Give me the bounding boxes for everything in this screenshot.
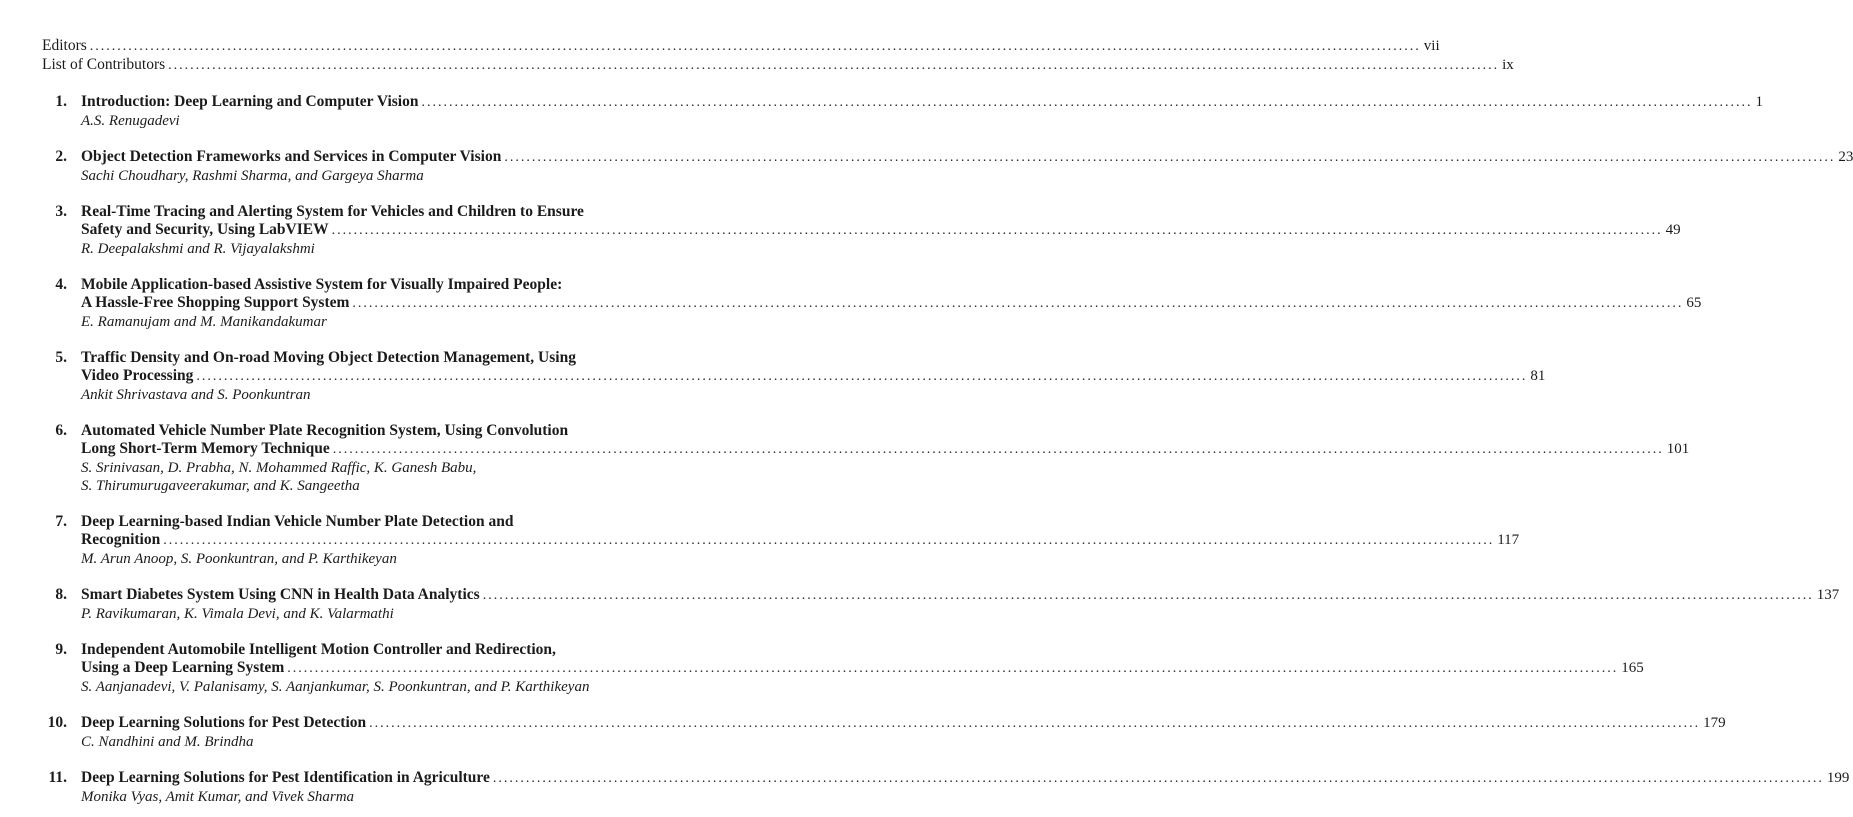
chapter-content <box>81 641 1644 696</box>
chapter-authors: M. Arun Anoop, S. Poonkuntran, and P. Karthikeyan <box>81 551 397 567</box>
dot-leader <box>287 660 1618 678</box>
dot-leader <box>163 532 1494 550</box>
chapter-authors: Monika Vyas, Amit Kumar, and Vivek Sharma <box>81 789 355 805</box>
dot-leader <box>483 587 1814 605</box>
chapter-number: 3. <box>55 203 67 220</box>
chapter-number: 6. <box>55 422 67 439</box>
page-number: 137 <box>1816 587 1840 603</box>
chapter-title-line <box>81 513 1519 531</box>
front-matter-section <box>42 37 1514 75</box>
chapter-title: A Hassle-Free Shopping Support System <box>81 294 350 311</box>
chapter-title-line <box>81 93 1763 112</box>
chapter-title: Traffic Density and On-road Moving Object Detection Management, Using <box>81 349 576 366</box>
page-number: 49 <box>1665 222 1681 238</box>
chapter-content <box>81 276 1701 331</box>
chapter-content <box>81 148 1853 185</box>
chapter-content <box>81 349 1545 404</box>
chapter-authors: A.S. Renugadevi <box>81 113 180 129</box>
toc-chapter-entry <box>42 276 1702 331</box>
chapter-number: 8. <box>55 586 67 603</box>
page-number: 23 <box>1838 149 1853 165</box>
chapter-title: Automated Vehicle Number Plate Recognition System, Using Convolution <box>81 422 569 439</box>
chapter-authors: P. Ravikumaran, K. Vimala Devi, and K. Valarmathi <box>81 606 394 622</box>
chapter-title-line <box>81 349 1545 367</box>
chapter-title: Independent Automobile Intelligent Motion Controller and Redirection, <box>81 641 556 658</box>
chapter-authors: C. Nandhini and M. Brindha <box>81 734 254 750</box>
chapter-content <box>81 769 1849 806</box>
chapter-title: Mobile Application-based Assistive System for Visually Impaired People: <box>81 276 563 293</box>
chapter-authors: Sachi Choudhary, Rashmi Sharma, and Gargeya Sharma <box>81 168 424 184</box>
chapter-title-line <box>81 276 1701 294</box>
toc-chapter-entry <box>42 641 1644 696</box>
dot-leader <box>196 368 1527 386</box>
chapter-title: Object Detection Frameworks and Services in Computer Vision <box>81 148 502 165</box>
chapter-number: 10. <box>47 714 67 731</box>
chapter-title-line <box>81 659 1644 678</box>
front-matter-label: Editors <box>42 37 87 54</box>
chapter-number: 2. <box>55 148 67 165</box>
chapter-title-line <box>81 641 1644 659</box>
chapter-title-line <box>81 440 1689 459</box>
toc-chapter-entry <box>42 586 1840 623</box>
chapter-title: Video Processing <box>81 367 194 384</box>
chapter-title-line <box>81 769 1849 788</box>
chapter-content <box>81 714 1726 751</box>
dot-leader <box>421 94 1752 112</box>
dot-leader <box>352 295 1683 313</box>
chapter-authors: R. Deepalakshmi and R. Vijayalakshmi <box>81 241 315 257</box>
toc-chapter-entry <box>42 714 1726 751</box>
chapter-title: Deep Learning Solutions for Pest Identification in Agriculture <box>81 769 490 786</box>
toc-chapter-entry <box>42 93 1763 130</box>
chapter-title-line <box>81 203 1681 221</box>
dot-leader <box>168 57 1499 75</box>
chapter-authors: S. Thirumurugaveerakumar, and K. Sangeetha <box>81 478 360 494</box>
chapter-title-line <box>81 148 1853 167</box>
chapter-title-line <box>81 531 1519 550</box>
chapter-number: 7. <box>55 513 67 530</box>
chapter-number: 11. <box>48 769 67 786</box>
chapter-number: 5. <box>55 349 67 366</box>
page-number: vii <box>1423 38 1440 54</box>
front-matter-entry <box>42 56 1514 75</box>
chapter-title: Using a Deep Learning System <box>81 659 285 676</box>
chapter-content <box>81 513 1519 568</box>
toc-chapter-entry <box>42 148 1853 185</box>
dot-leader <box>332 222 1663 240</box>
chapter-number: 1. <box>55 93 67 110</box>
chapter-title-line <box>81 586 1839 605</box>
front-matter-label: List of Contributors <box>42 56 166 73</box>
chapter-content <box>81 422 1689 495</box>
chapter-authors: S. Aanjanadevi, V. Palanisamy, S. Aanjankumar, S. Poonkuntran, and P. Karthikeyan <box>81 679 590 695</box>
chapter-title: Introduction: Deep Learning and Computer Vision <box>81 93 419 110</box>
chapter-title-line <box>81 367 1545 386</box>
page-number: 165 <box>1621 660 1644 676</box>
page-number: 1 <box>1755 94 1763 110</box>
page-number: 81 <box>1530 368 1546 384</box>
chapters-section <box>42 93 1853 806</box>
chapter-number: 9. <box>55 641 67 658</box>
chapter-title: Recognition <box>81 531 161 548</box>
dot-leader <box>504 149 1835 167</box>
chapter-title-line <box>81 221 1681 240</box>
chapter-content <box>81 586 1839 623</box>
chapter-title-line <box>81 422 1689 440</box>
dot-leader <box>90 38 1421 56</box>
toc-chapter-entry <box>42 422 1690 495</box>
toc-chapter-entry <box>42 769 1850 806</box>
page-number: 199 <box>1826 770 1850 786</box>
toc-chapter-entry <box>42 203 1681 258</box>
toc-chapter-entry <box>42 513 1520 568</box>
front-matter-entry <box>42 37 1440 56</box>
page-number: 117 <box>1497 532 1520 548</box>
page-number: ix <box>1502 57 1514 73</box>
dot-leader <box>493 770 1824 788</box>
page-number: 101 <box>1666 441 1690 457</box>
page-number: 65 <box>1686 295 1702 311</box>
chapter-number: 4. <box>55 276 67 293</box>
chapter-authors: E. Ramanujam and M. Manikandakumar <box>81 314 327 330</box>
dot-leader <box>369 715 1700 733</box>
chapter-authors: S. Srinivasan, D. Prabha, N. Mohammed Raffic, K. Ganesh Babu, <box>81 460 477 476</box>
chapter-content <box>81 203 1681 258</box>
chapter-title: Smart Diabetes System Using CNN in Health Data Analytics <box>81 586 480 603</box>
dot-leader <box>333 441 1664 459</box>
chapter-title-line <box>81 294 1701 313</box>
chapter-title: Real-Time Tracing and Alerting System for Vehicles and Children to Ensure <box>81 203 584 220</box>
chapter-content <box>81 93 1763 130</box>
chapter-title-line <box>81 714 1726 733</box>
toc-chapter-entry <box>42 349 1546 404</box>
chapter-title: Safety and Security, Using LabVIEW <box>81 221 329 238</box>
chapter-title: Long Short-Term Memory Technique <box>81 440 330 457</box>
chapter-authors: Ankit Shrivastava and S. Poonkuntran <box>81 387 311 403</box>
page-number: 179 <box>1703 715 1726 731</box>
chapter-title: Deep Learning Solutions for Pest Detection <box>81 714 367 731</box>
chapter-title: Deep Learning-based Indian Vehicle Number Plate Detection and <box>81 513 514 530</box>
